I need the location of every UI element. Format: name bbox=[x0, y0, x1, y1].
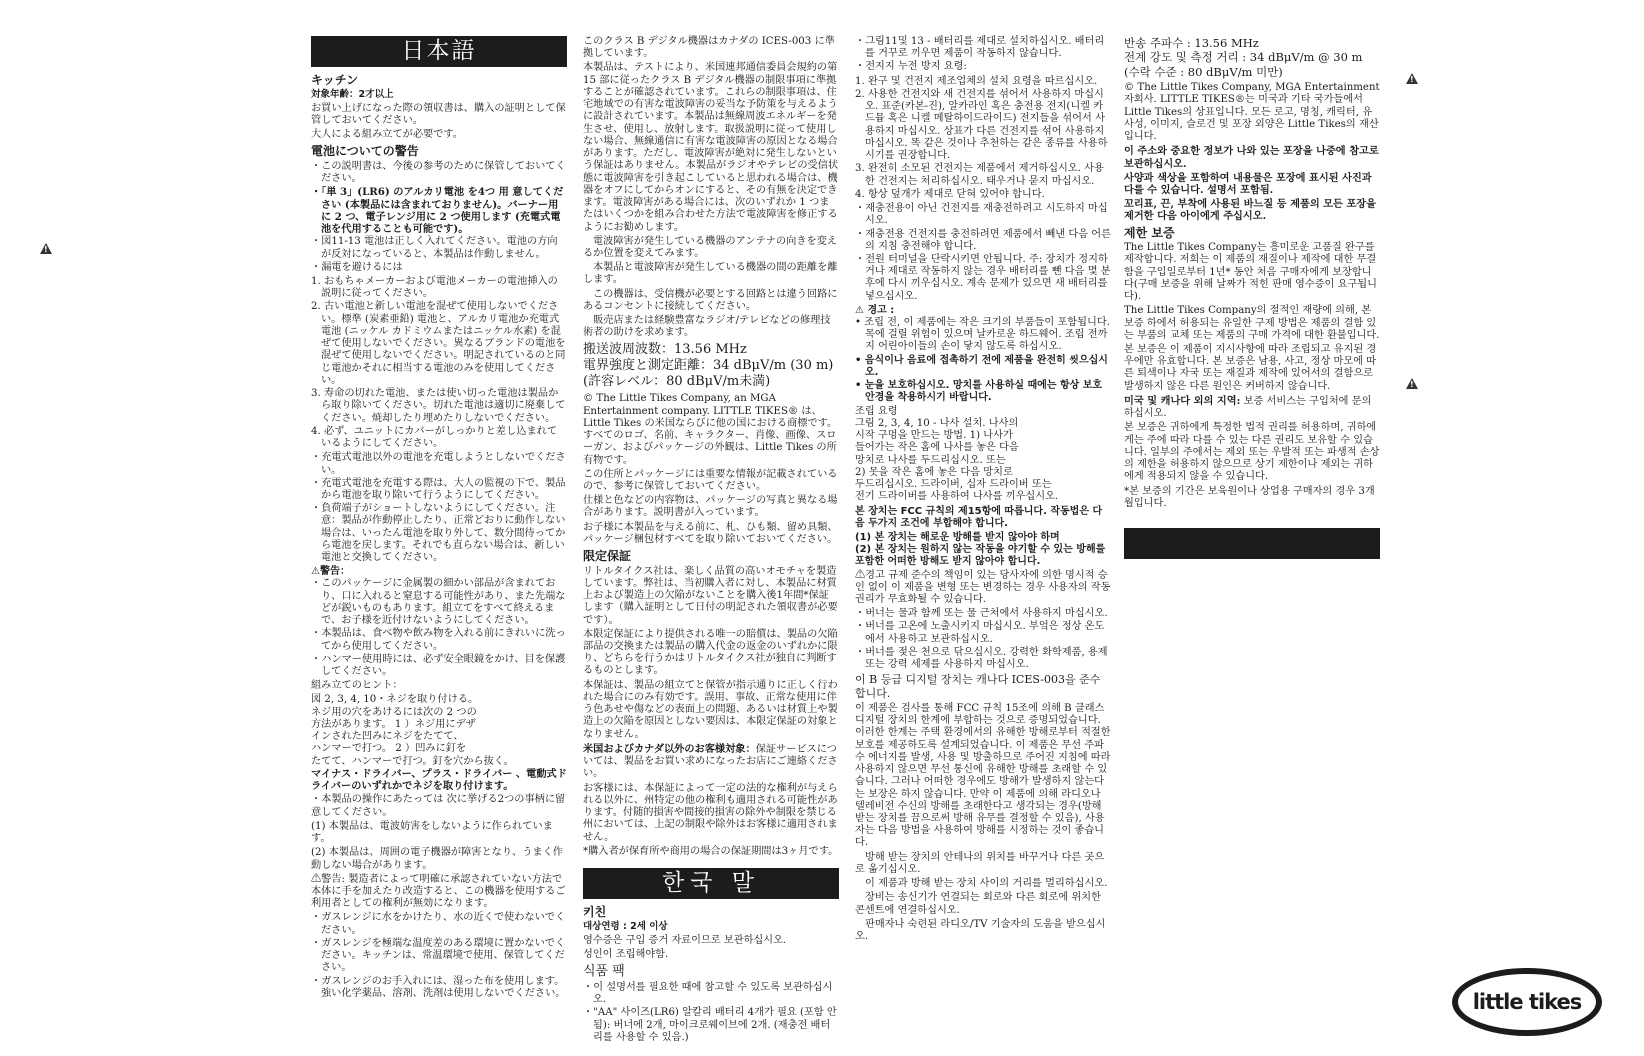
tags-note: 꼬리표, 끈, 부착에 사용된 바느질 등 제품의 모든 포장을 제거한 다음 아이에게 주십시오. bbox=[1124, 198, 1376, 223]
warning-triangle-icon bbox=[1406, 378, 1418, 389]
warranty-text: *본 보증의 기간은 보육원이나 상업용 구매자의 경우 3개월입니다. bbox=[1124, 485, 1375, 509]
receipt-note: 영수증은 구입 증거 자료이므로 보관하십시오. bbox=[583, 934, 787, 946]
battery-list bbox=[855, 36, 1111, 74]
package-note: この住所とパッケージには重要な情報が記載されているので、参考に保管しておいてください。 bbox=[583, 468, 838, 493]
allowed-level: (수락 수준 : 80 dBμV/m 미만) bbox=[1124, 64, 1283, 79]
hint-line: ハンマーで打つ。 2 ）凹みに釘を bbox=[311, 743, 467, 755]
assembly-line: 조립 요령 bbox=[855, 405, 898, 417]
list-item: ・ 재충전용 건전지를 충전하려면 제품에서 빼낸 다음 어른의 지침 충전해야 합니다. bbox=[855, 229, 1111, 253]
gas-list bbox=[311, 912, 567, 1000]
list-item: ・ 전지지 누전 방지 요령: bbox=[855, 61, 1111, 73]
warranty-heading: 限定保証 bbox=[583, 549, 632, 564]
copyright: © The Little Tikes Company, an MGA Entertainment company. LITTLE TIKES® は、Little Tikes の米国ならびに他の国における商標です。すべてのロゴ、名前、キャラクター、肖像、画像、スローガン、およびパッケージの外観は、Little Tikes の所有物です。 bbox=[583, 393, 838, 466]
battery-more-list bbox=[855, 203, 1111, 303]
fix-item: 방해 받는 장치의 안테나의 위치를 바꾸거나 다른 곳으로 옮기십시오. bbox=[855, 851, 1105, 875]
list-item: ・ このパッケージに金属製の細かい部品が含まれており、口に入れると窒息する可能性があり、また先端などが鋭いものもあります。組立てをすべて終えるまで、お子様を近付けないようにしてください。 bbox=[311, 578, 567, 627]
keep-note: 이 주소와 중요한 정보가 나와 있는 포장을 나중에 참고로 보관하십시오. bbox=[1124, 145, 1379, 170]
list-item: 1. 완구 및 건전지 제조업체의 설치 요령을 따르십시오. bbox=[855, 75, 1098, 87]
list-item: ・ 図11-13 電池は正しく入れてください。電池の方向が反対になっていると、本製品は作動しません。 bbox=[311, 236, 567, 260]
assembly-note: 성인이 조립해야함. bbox=[583, 948, 669, 960]
age-label: 대상연령 : 2세 이상 bbox=[583, 921, 668, 933]
caution-note: ⚠警告: 製造者によって明確に承認されていない方法で本体に手を加えたり改造すると、この機器を使用するご利用者としての権利が無効になります。 bbox=[311, 873, 566, 910]
spec-note: 사양과 색상을 포함하여 내용물은 포장에 표시된 사진과 다를 수 있습니다. 설명서 포함됨. bbox=[1124, 171, 1372, 196]
food-pack-heading: 식품 팩 bbox=[583, 964, 625, 980]
fcc-body: 이 제품은 검사를 통해 FCC 규칙 15조에 의해 B 클래스 디지털 장치의 한계에 부합하는 것으로 증명되었습니다. 이러한 한계는 주택 환경에서의 유해한 방해로부터 적절한 보호를 제공하도록 설계되었습니다. 이 제품은 무선 주파수 에너지를 발생, 사용 및 방출하므로 주어진 지침에 따라 사용하지 않으면 무선 통신에 유해한 방해를 초래할 수 있습니다. 그러나 어떠한 경우에도 방해가 발생하지 않는다는 보장은 하지 않습니다. 만약 이 제품에 의해 라디오나 텔레비전 수신의 방해를 초래한다고 생각되는 경우(방해 받는 장치를 끔으로써 방해 유무를 결정할 수 있음), 사용자는 다음 방법을 사용하여 방해를 시정하는 것이 좋습니다. bbox=[855, 702, 1111, 849]
fix-item: 장비는 송신기가 연결되는 회로와 다른 회로에 위치한 콘센트에 연결하십시오. bbox=[855, 892, 1101, 916]
list-item: ・ ガスレンジに水をかけたり、水の近くで使わないでください。 bbox=[311, 912, 567, 936]
list-item: ・ 그림11및 13 - 배터리를 제대로 설치하십시오. 배터리를 거꾸로 끼우면 제품이 작동하지 않습니다. bbox=[855, 36, 1111, 60]
list-item: ・ 充電式電池を充電する際は、大人の監視の下で、製品から電池を取り除いて行うようにしてください。 bbox=[311, 478, 567, 502]
warning-list bbox=[855, 317, 1111, 404]
list-item: 3. 寿命の切れた電池、または使い切った電池は製品から取り除いてください。切れた電池は適切に廃棄してください。焼却したり埋めたりしないでください。 bbox=[311, 388, 566, 424]
japanese-column-1 bbox=[311, 36, 567, 1002]
battery-list bbox=[311, 161, 567, 274]
warranty-outside-label: 미국 및 캐나다 외의 지역: bbox=[1124, 394, 1241, 407]
list-item: ・ 버너는 물과 함께 또는 물 근처에서 사용하지 마십시오. bbox=[855, 608, 1111, 620]
warranty-text: *購入者が保育所や商用の場合の保証期間は3ヶ月です。 bbox=[583, 845, 839, 857]
fcc-bold-item: (2) 본 장치는 원하지 않는 작동을 야기할 수 있는 방해를 포함한 어떠한 방해도 받지 않아야 합니다. bbox=[855, 543, 1106, 567]
list-item: ・ 充電式電池以外の電池を充電しようとしないでください。 bbox=[311, 452, 567, 476]
fix-item: 電波障害が発生している機器のアンテナの向きを変えるか位置を変えてみます。 bbox=[583, 235, 838, 259]
warranty-outside bbox=[1124, 395, 1380, 420]
list-item: 2. 古い電池と新しい電池を混ぜて使用しないでください。標準 (炭素亜鉛) 電池と、アルカリ電池か充電式電池 (ニッケル カドミウムまたはニッケル水素) を混ぜて使用しないでください。異なるブランドの電池を混ぜて使用しないでください。明記されているのと同じ電池かそれに相当する電池のみを使用してください。 bbox=[311, 301, 566, 386]
warranty-text: リトルタイクス社は、楽しく品質の高いオモチャを製造しています。弊社は、当初購入者に対し、本製品に材質上および製造上の欠陥がないことを購入後1年間*保証します（購入証明として日付の明記された領収書が必要です）。 bbox=[583, 565, 838, 626]
caution-note: ⚠경고 규제 준수의 책임이 있는 당사자에 의한 명시적 승인 없이 이 제품을 변형 또는 변경하는 경우 사용자의 작동 권리가 무효화될 수 있습니다. bbox=[855, 569, 1111, 605]
package-note: お子様に本製品を与える前に、札、ひも類、留め具類、パッケージ梱包材すべてを取り除いておいてください。 bbox=[583, 521, 838, 545]
hint-line: 方法があります。 1 ）ネジ用にデザ bbox=[311, 718, 476, 730]
fix-item: 販売店または経験豊富なラジオ/テレビなどの修理技術者の助けを求めます。 bbox=[583, 315, 831, 339]
warranty-text: 본 보증은 귀하에게 특정한 법적 권리를 허용하며, 귀하에게는 주에 따라 다를 수 있는 다른 권리도 보유할 수 있습니다. 일부의 주에서는 제외 또는 우발적 또는 파생적 손상의 제한을 허용하지 않으므로 상기 제한이나 제외는 귀하에게 적용되지 않을 수 있습니다. bbox=[1124, 422, 1380, 483]
japanese-column-2 bbox=[583, 36, 839, 1046]
list-item: • 조립 전, 이 제품에는 작은 크기의 부품들이 포함됩니다. 목에 걸릴 위험이 있으며 날카로운 하드웨어. 조립 전까지 어린아이들의 손이 닿지 않도록 하십시오. bbox=[855, 317, 1111, 354]
burner-list bbox=[855, 608, 1111, 671]
list-item: ・ 本製品は、食べ物や飲み物を入れる前にきれいに洗ってから使用してください。 bbox=[311, 628, 567, 652]
warranty-text: The Little Tikes Company의 절적인 재량에 의해, 본 보증 하에서 허용되는 유일한 구제 방법은 제품의 결함 있는 부품의 교체 또는 제품의 구매 가격에 대한 환불입니다. bbox=[1124, 305, 1380, 341]
logo-text: little tikes bbox=[1472, 990, 1582, 1014]
fcc-item: (2) 本製品は、周囲の電子機器が障害となり、うまく作動しない場合があります。 bbox=[311, 847, 563, 871]
warranty-outside-text: 保証サービスについては、製品をお買い求めになったお店にご連絡ください。 bbox=[583, 743, 838, 780]
list-item: 1. おもちゃメーカーおよび電池メーカーの電池挿入の説明に従ってください。 bbox=[311, 275, 558, 300]
list-item: ・ 負荷端子がショートしないようにしてください。注意：製品が作動停止したり、正常どおりに動作しない場合は、いったん電池を取り外して、数分間待ってから電池を戻します。それでも直らない場合は、新しい電池と交換してください。 bbox=[311, 503, 567, 564]
leak-list bbox=[311, 276, 567, 450]
product-name: 키친 bbox=[583, 904, 607, 919]
assembly-line: 그림 2, 3, 4, 10 - 나사 설치. 나사의 bbox=[855, 417, 1019, 429]
list-item: 2. 사용한 건전지와 새 건전지를 섞어서 사용하지 마십시오. 표준(카본-진), 알카라인 혹은 충전용 전지(니켈 카드뮴 혹은 니켈 메탈하이드라이드) 전지들을 섞어서 사용하지 마십시오. 상표가 다른 건전지를 섞어 사용하지 마십시오. 똑 같은 것이나 추천하는 같은 종류를 사용하시기를 권장합니다. bbox=[855, 88, 1108, 162]
list-item: ・ 이 설명서를 필요한 때에 참고할 수 있도록 보관하십시오. bbox=[583, 982, 839, 1006]
list-item: 3. 완전히 소모된 건전지는 제품에서 제거하십시오. 사용한 건전지는 처리하십시오. 태우거나 묻지 마십시오. bbox=[855, 163, 1104, 187]
hint-line: 組み立てのヒント： bbox=[311, 680, 403, 692]
frequency: 반송 주파수 : 13.56 MHz bbox=[1124, 36, 1259, 50]
hint-line: 図 2, 3, 4, 10・ネジを取り付ける。 bbox=[311, 694, 479, 706]
fix-item: 판매자나 숙련된 라디오/TV 기술자의 도움을 받으십시오. bbox=[855, 918, 1106, 943]
copyright: © The Little Tikes Company, MGA Entertainment 자회사. LITTLE TIKES®는 미국과 기타 국가들에서 Little Tikes의 상표입니다. 모든 로고, 명칭, 캐릭터, 유사성, 이미지, 슬로건 및 포장 외양은 Little Tikes의 재산입니다. bbox=[1124, 82, 1380, 143]
list-item: ・ "AA" 사이즈(LR6) 알칼리 배터리 4개가 필요 (포함 안됨): 버너에 2개, 마이크로웨이브에 2개. (재충전 배터리를 사용할 수 있음.) bbox=[583, 1007, 839, 1044]
canada-note: このクラス B デジタル機器はカナダの ICES-003 に準拠しています。 bbox=[583, 36, 835, 60]
assembly-line: 시작 구멍을 만드는 방법. 1) 나사가 bbox=[855, 430, 1013, 442]
fcc-item: (1) 本製品は、電波妨害をしないように作られています。 bbox=[311, 820, 553, 845]
warning-heading: ⚠警告： bbox=[311, 566, 350, 578]
assembly-line: 망치로 나사를 두드리십시오. 또는 bbox=[855, 454, 1006, 466]
fcc-bold: 본 장치는 FCC 규칙의 제15항에 따릅니다. 작동법은 다음 두가지 조건에 부합해야 합니다. bbox=[855, 505, 1103, 529]
hint-line: たてて、ハンマーで打つ。釘を穴から抜く。 bbox=[311, 755, 514, 767]
warning-heading: ⚠ 경고 : bbox=[855, 304, 895, 316]
warranty-text: 본 보증은 이 제품이 지시사항에 따라 조립되고 유지된 경우에만 유효합니다. 본 보증은 남용, 사고, 정상 마모에 따른 퇴색이나 자국 또는 재질과 제작에 있어서의 결함으로 발생하지 않은 다른 원인은 커버하지 않습니다. bbox=[1124, 343, 1377, 392]
warranty-text: お客様には、本保証によって一定の法的な権利が与えられる以外に、州特定の他の権利も適用される可能性があります。付随的損害や間接的損害の除外や制限を禁じる州においては、上記の制限や除外はお客様に適用されません。 bbox=[583, 782, 838, 843]
list-item: ・ この説明書は、今後の参考のために保管しておいてください。 bbox=[311, 161, 567, 185]
canada-note: 이 B 등급 디지털 장치는 캐나다 ICES-003을 준수합니다. bbox=[855, 673, 1101, 701]
list-item: 4. 항상 덮개가 제대로 닫혀 있어야 합니다. bbox=[855, 188, 1045, 200]
list-item: ・ 버너를 고온에 노출시키지 마십시오. 부엌은 정상 온도에서 사용하고 보관하십시오. bbox=[855, 621, 1111, 645]
age-label: 対象年齢：2才以上 bbox=[311, 89, 394, 101]
japanese-header: 日本語 bbox=[311, 36, 567, 67]
hint-bold: マイナス・ドライバー、プラス・ドライバー 、電動式ドライバーのいずれかでネジを取り付けます。 bbox=[311, 767, 567, 793]
warning-list bbox=[311, 578, 567, 678]
fcc-body: 本製品は、テストにより、米国連邦通信委員会規約の第 15 部に従ったクラス B デジタル機器の制限事項に準拠することが確認されています。これらの制限事項は、住宅地域での有害な電波障害の妥当な予防策を与えるように設計されています。本製品は無線周波エネルギーを発生させ、使用し、放射します。取扱説明に従って使用しない場合、無線通信に有害な電波障害の原因となる場合があります。ただし、電波障害が絶対に発生しないという保証はありません。本製品がラジオやテレビの受信状態に電波障害を引き起こしていると思われる場合は、機器をオフにしてからオンにすると、その有無を決定できます。電波障害がある場合には、次のいずれか 1 つまたはいくつかを組み合わせた方法で電波障害を修正するようにお勧めします。 bbox=[583, 62, 839, 233]
warning-triangle-icon bbox=[1406, 73, 1418, 84]
warranty-text: 本限定保証により提供される唯一の賠償は、製品の欠陥部品の交換または製品の購入代金の返金のいずれかに限り、どちらを行うかはリトルタイクス社が独自に判断するものとします。 bbox=[583, 628, 838, 677]
assembly-line: 들어가는 작은 홈에 나사를 놓은 다음 bbox=[855, 442, 1019, 454]
receipt-note: お買い上げになった際の領収書は、購入の証明として保管しておいてください。 bbox=[311, 102, 566, 127]
little-tikes-logo bbox=[1452, 968, 1602, 1036]
field-strength: 電界強度と測定距離：34 dBμV/m (30 m) bbox=[583, 357, 834, 373]
blank-header-bar bbox=[1124, 528, 1380, 559]
assembly-note: 大人による組み立てが必要です。 bbox=[311, 129, 463, 141]
hint-line: インされた凹みにネジをたてて、 bbox=[311, 731, 464, 743]
package-note: 仕様と色などの内容物は、パッケージの写真と異なる場合があります。説明書が入っています。 bbox=[583, 495, 838, 519]
list-item: ・ ガスレンジのお手入れには、湿った布を使用します。強い化学薬品、溶剤、洗剤は使用しないでください。 bbox=[311, 976, 567, 1000]
hint-line: ネジ用の穴をあけるには次の 2 つの bbox=[311, 706, 477, 718]
battery-more-list bbox=[311, 452, 567, 564]
assembly-line: 두드리십시오. 드라이버, 십자 드라이버 또는 bbox=[855, 479, 1052, 491]
list-item: ・ ガスレンジを極端な温度差のある環境に置かないでください。キッチンは、常温環境で使用、保管してください。 bbox=[311, 938, 567, 975]
warranty-text: The Little Tikes Company는 흥미로운 고품질 완구를 제작합니다. 저희는 이 제품의 재질이나 제작에 대한 무결함을 구입일로부터 1년* 동안 처음 구매자에게 보장합니다(구매 보증을 위해 날짜가 적힌 판매 영수증이 요구됩니다). bbox=[1124, 242, 1377, 303]
info-list bbox=[583, 982, 839, 1044]
list-item: ・ 전원 터미널을 단락시키면 안됩니다. 주: 장치가 정지하거나 제대로 작동하지 않는 경우 배터리를 뺀 다음 몇 분 후에 다시 끼우십시오. 계속 문제가 있으면 새 배터리를 넣으십시오. bbox=[855, 254, 1111, 303]
warranty-text: 本保証は、製品の組立てと保管が指示通りに正しく行われた場合にのみ有効です。誤用、事故、正常な使用に伴う色あせや傷などの表面上の問題、あるいは材質上や製造上の欠陥を原因としない要因は、本限定保証の対象となりません。 bbox=[583, 679, 838, 740]
list-item: ・ ハンマー使用時には、必ず安全眼鏡をかけ、目を保護してください。 bbox=[311, 654, 567, 678]
korean-column-1 bbox=[855, 36, 1111, 945]
list-item: 4. 必ず、ユニットにカバーがしっかりと差し込まれているようにしてください。 bbox=[311, 425, 558, 450]
warranty-outside bbox=[583, 743, 839, 781]
korean-column-2 bbox=[1124, 36, 1380, 559]
fix-item: この機器は、受信機が必要とする回路とは違う回路にあるコンセントに接続してください。 bbox=[583, 288, 838, 312]
frequency: 搬送波周波数：13.56 MHz bbox=[583, 341, 747, 357]
product-name: キッチン bbox=[311, 73, 359, 87]
warning-triangle-icon bbox=[40, 243, 52, 254]
fix-item: 이 제품과 방해 받는 장치 사이의 거리를 멀리하십시오. bbox=[865, 878, 1108, 890]
list-item: • 음식이나 음료에 접촉하기 전에 제품을 완전히 씻으십시오. bbox=[855, 355, 1111, 379]
warranty-outside-text: 보증 서비스는 구입처에 문의하십시오. bbox=[1124, 395, 1372, 420]
fix-item: 本製品と電波障害が発生している機器の間の距離を離します。 bbox=[583, 262, 838, 286]
assembly-line: 2) 못을 작은 홈에 놓은 다음 망치로 bbox=[855, 466, 1013, 478]
battery-heading: 電池についての警告 bbox=[311, 144, 419, 159]
leak-list bbox=[855, 76, 1111, 201]
list-item: ・ 漏電を避けるには bbox=[311, 262, 567, 274]
list-item: ・ 재충전용이 아닌 건전지를 재충전하려고 시도하지 마십시오. bbox=[855, 203, 1111, 227]
warranty-heading: 제한 보증 bbox=[1124, 225, 1175, 240]
fcc-intro: ・本製品の操作にあたっては 次に挙げる2つの事柄に留意してください。 bbox=[311, 794, 566, 818]
list-item: • 눈을 보호하십시오. 망치를 사용하실 때에는 항상 보호 안경을 착용하시기 바랍니다. bbox=[855, 380, 1111, 404]
list-item: ・ 「単 3」(LR6) のアルカリ電池 を4つ 用 意してください (本製品には含まれておりません)。バーナー用に 2 つ、電子レンジ用に 2 つ使用します (充電式電池を代用することも可能です)。 bbox=[311, 186, 567, 235]
list-item: ・ 버너를 젖은 천으로 닦으십시오. 강력한 화학제품, 용제 또는 강력 세제를 사용하지 마십시오. bbox=[855, 647, 1111, 671]
korean-header: 한국 말 bbox=[583, 868, 839, 899]
fcc-bold-item: (1) 본 장치는 해로운 방해를 받지 않아야 하며 bbox=[855, 531, 1060, 543]
allowed-level: (許容レベル：80 dBμV/m未満) bbox=[583, 374, 771, 390]
field-strength: 전계 강도 및 측정 거리 : 34 dBμV/m @ 30 m bbox=[1124, 50, 1363, 65]
assembly-line: 전기 드라이버를 사용하여 나사를 끼우십시오. bbox=[855, 491, 1059, 503]
warranty-outside-label: 米国およびカナダ以外のお客様対象： bbox=[583, 742, 756, 755]
